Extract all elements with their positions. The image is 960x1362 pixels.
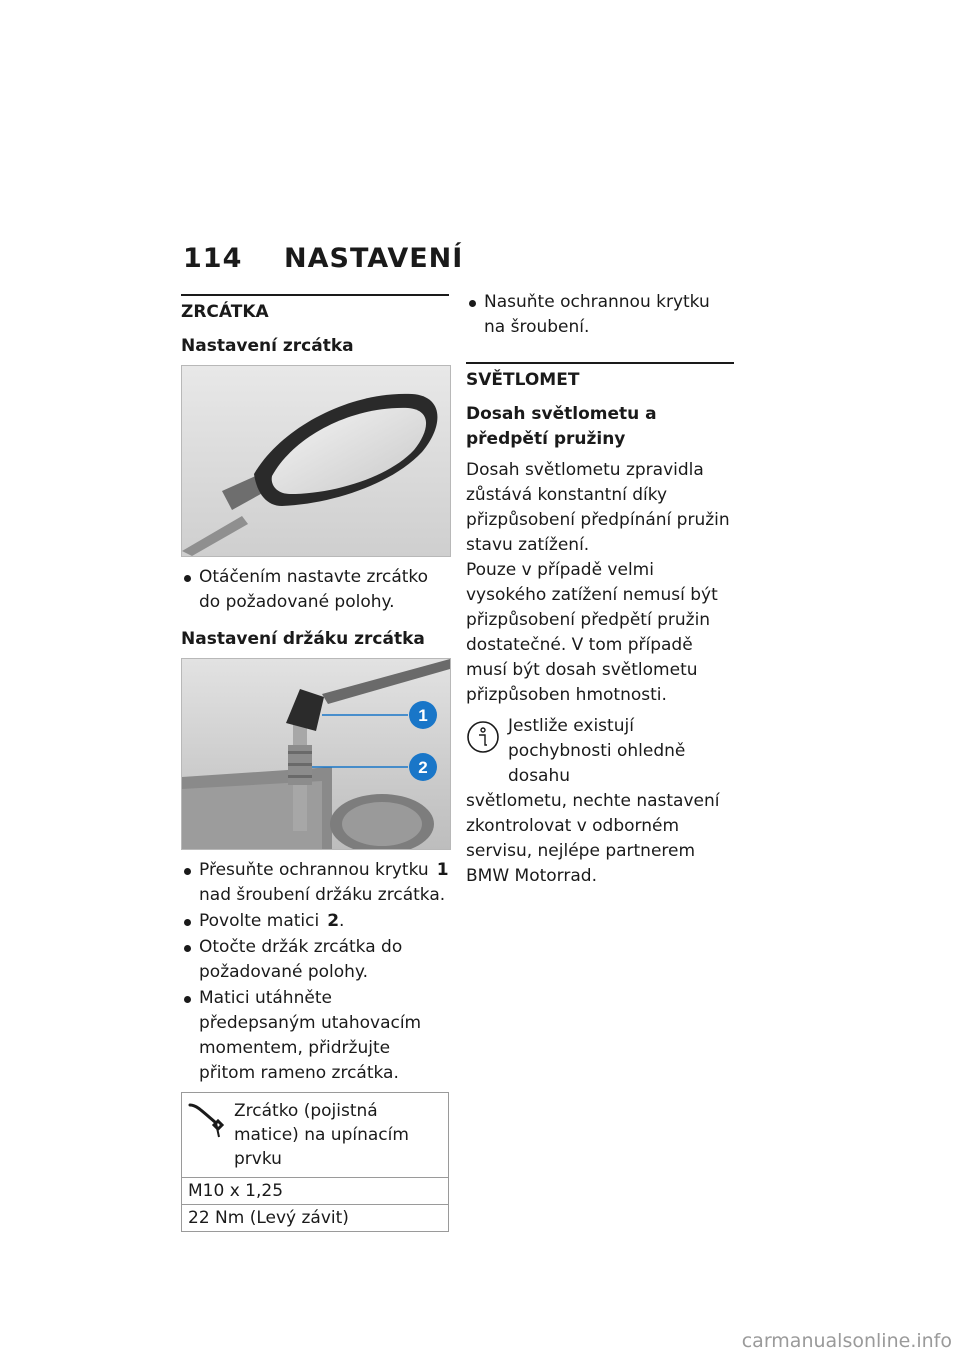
subsection-holder-adjust: Nastavení držáku zrcátka [181,629,425,649]
torque-wrench-icon [186,1099,234,1171]
section-title-headlight: SVĚTLOMET [466,370,580,390]
spec-torque: 22 Nm (Levý závit) [182,1204,448,1231]
watermark: carmanualsonline.info [741,1330,952,1352]
page-number: 114 [183,243,243,274]
info-icon [466,714,508,789]
section-rule [466,362,734,364]
cover-step [466,290,734,340]
subsection-headlight-range: Dosah světlometu a předpětí pružiny [466,404,657,449]
chapter-title: NASTAVENÍ [284,243,464,274]
mirror-adjust-steps [181,565,449,615]
holder-adjust-steps [181,858,449,1086]
subsection-mirror-adjust: Nastavení zrcátka [181,336,354,356]
holder-illustration [182,659,450,849]
callout-1: 1 [418,706,428,725]
torque-spec-table [181,1092,449,1232]
list-item: Povolte matici 2. [181,909,449,934]
section-title-mirrors: ZRCÁTKA [181,302,269,322]
list-item: Otočte držák zrcátka do požadované polohy. [181,935,449,985]
list-item: Nasuňte ochrannou krytku na šroubení. [466,290,734,340]
holder-figure [181,658,451,850]
spec-heading: Zrcátko (pojistná matice) na upínacím prvku [234,1101,409,1169]
callout-2: 2 [418,758,428,777]
mirror-figure [181,365,451,557]
mirror-illustration [182,366,450,556]
paragraph: Pouze v případě velmi vysokého zatížení nemusí být přizpůsobení předpětí pružin dostatečné. V tom případě musí být dosah světlometu přizpůsoben hmotnosti. [466,560,718,705]
left-column [181,294,449,1232]
list-item: Matici utáhněte předepsaným utahovacím momentem, přidržujte přitom rameno zrcátka. [181,986,449,1086]
spec-heading-row [182,1093,448,1177]
paragraph: Dosah světlometu zpravidla zůstává konstantní díky přizpůsobení předpínání pružin stavu zatížení. [466,460,730,555]
spec-thread: M10 x 1,25 [182,1177,448,1204]
note-text: světlometu, nechte nastavení zkontrolovat v odborném servisu, nejlépe partnerem BMW Motorrad. [466,791,720,886]
list-item: Přesuňte ochrannou krytku 1 nad šroubení držáku zrcátka. [181,858,449,908]
section-rule [181,294,449,296]
note-lead: Jestliže existují pochybnosti ohledně dosahu [508,716,686,786]
list-item: Otáčením nastavte zrcátko do požadované polohy. [181,565,449,615]
info-note [466,714,734,789]
right-column [466,290,734,889]
